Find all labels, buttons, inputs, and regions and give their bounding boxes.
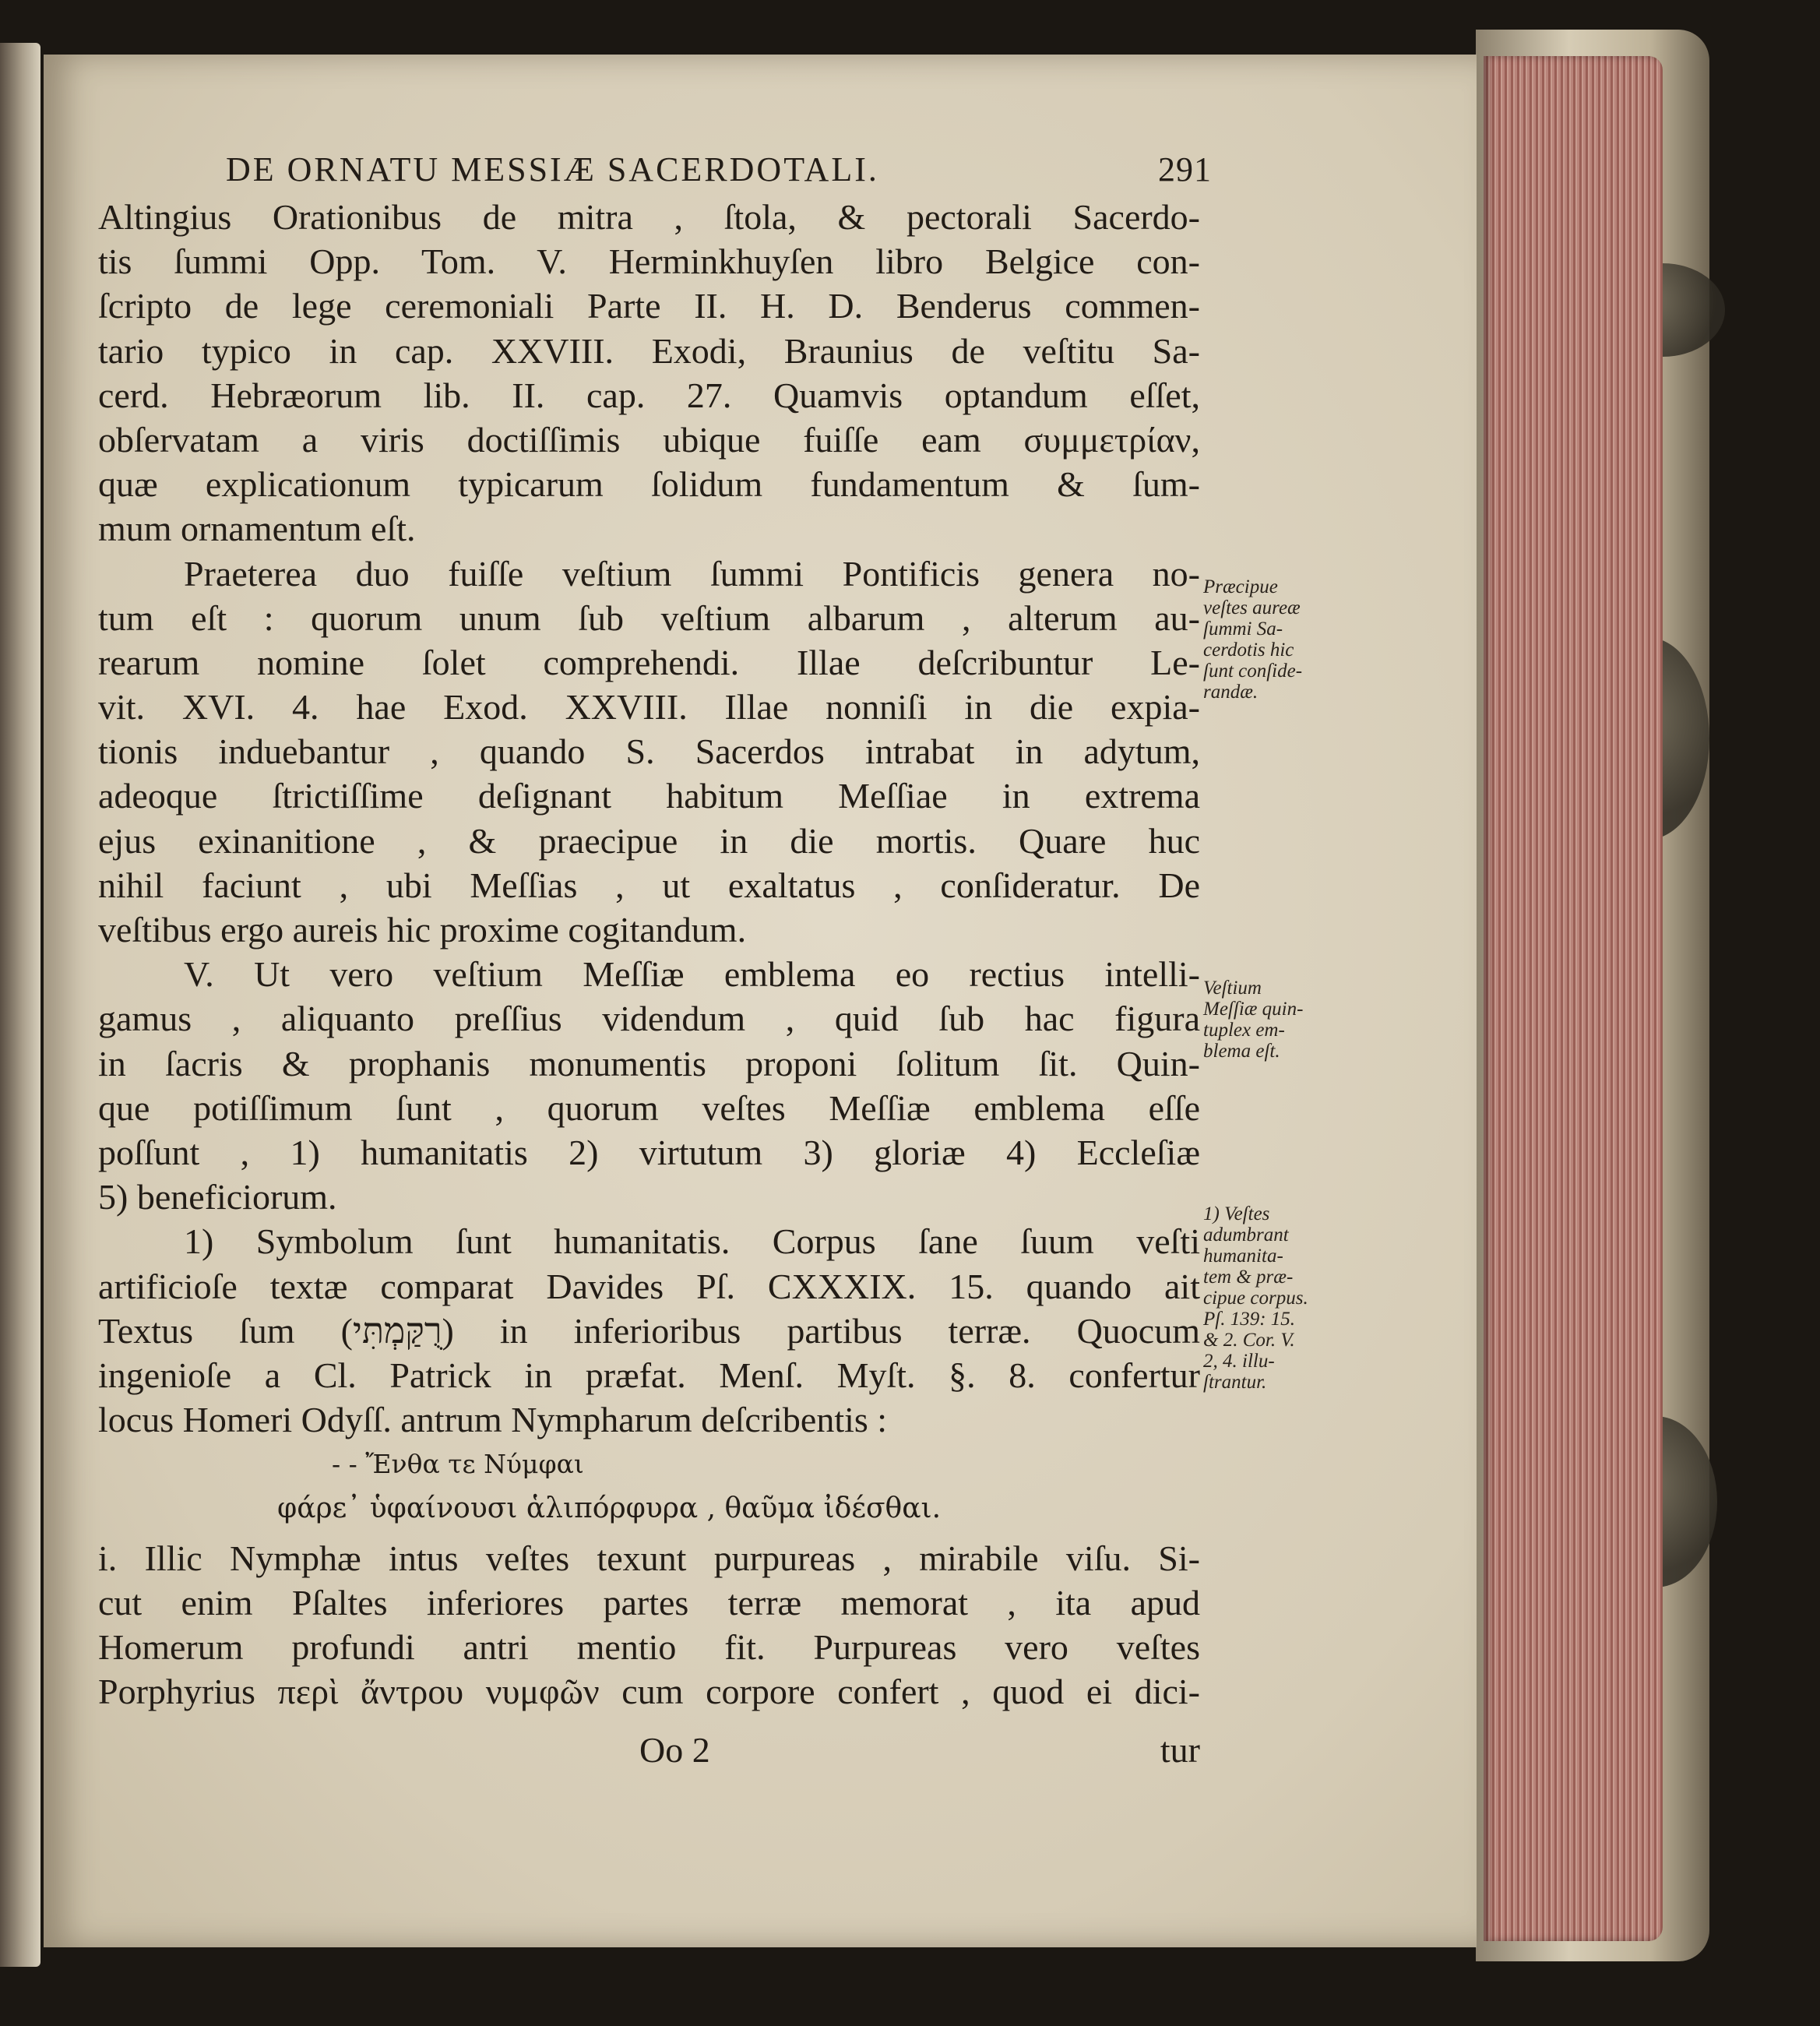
- text-line: cerd. Hebræorum lib. II. cap. 27. Quamvis optandum eſſet,: [98, 375, 1200, 415]
- margin-line: cipue corpus.: [1203, 1288, 1308, 1309]
- catchword: tur: [1160, 1730, 1200, 1770]
- text-line: ejus exinanitione , & praecipue in die mortis. Quare huc: [98, 820, 1200, 861]
- margin-line: ſunt conſide-: [1203, 661, 1303, 682]
- margin-line: Pſ. 139: 15.: [1203, 1309, 1296, 1330]
- text-line: quæ explicationum typicarum ſolidum fundamentum & ſum-: [98, 464, 1200, 505]
- margin-line: adumbrant: [1203, 1224, 1289, 1246]
- text-line: ingenioſe a Cl. Patrick in præfat. Menſ. Myſt. §. 8. confertur: [98, 1355, 1200, 1395]
- text-line: mum ornamentum eſt.: [98, 509, 416, 549]
- greek-verse-line: - - Ἔνθα τε Νύμφαι: [332, 1449, 584, 1480]
- text-line: gamus , aliquanto preſſius videndum , quid ſub hac figura: [98, 999, 1200, 1039]
- text-line: Altingius Orationibus de mitra , ſtola, & pectorali Sacerdo-: [98, 197, 1200, 237]
- signature-mark: Oo 2: [639, 1730, 710, 1770]
- marginal-note-1: [1203, 576, 1320, 703]
- margin-line: ſtrantur.: [1203, 1372, 1267, 1393]
- margin-line: 2, 4. illu-: [1203, 1351, 1275, 1372]
- text-line: poſſunt , 1) humanitatis 2) virtutum 3) gloriæ 4) Eccleſiæ: [98, 1132, 1200, 1172]
- text-line: tionis induebantur , quando S. Sacerdos intrabat in adytum,: [98, 731, 1200, 772]
- text-line: in ſacris & prophanis monumentis proponi ſolitum ſit. Quin-: [98, 1043, 1200, 1083]
- page-fore-edge: [1484, 56, 1663, 1941]
- text-line: tario typico in cap. XXVIII. Exodi, Braunius de veſtitu Sa-: [98, 330, 1200, 371]
- page-footer: [98, 1729, 1200, 1774]
- running-title: DE ORNATU MESSIÆ SACERDOTALI.: [226, 150, 879, 189]
- text-line: artificioſe textæ comparat Davides Pſ. CXXXIX. 15. quando ait: [98, 1266, 1200, 1306]
- margin-line: blema eſt.: [1203, 1041, 1280, 1062]
- margin-line: humanita-: [1203, 1246, 1283, 1267]
- text-line: i. Illic Nymphæ intus veſtes texunt purpureas , mirabile viſu. Si-: [98, 1538, 1200, 1578]
- margin-line: 1) Veſtes: [1203, 1203, 1270, 1224]
- text-line: locus Homeri Odyſſ. antrum Nympharum deſcribentis :: [98, 1400, 888, 1440]
- text-line: Homerum profundi antri mentio fit. Purpureas vero veſtes: [98, 1627, 1200, 1667]
- text-line: 1) Symbolum ſunt humanitatis. Corpus ſane ſuum veſti: [184, 1221, 1200, 1262]
- text-line: Porphyrius περὶ ἄντρου νυμφῶν cum corpore confert , quod ei dici-: [98, 1672, 1200, 1712]
- text-line: V. Ut vero veſtium Meſſiæ emblema eo rectius intelli-: [184, 954, 1200, 995]
- text-line: Praeterea duo fuiſſe veſtium ſummi Pontificis genera no-: [184, 553, 1200, 594]
- text-line: obſervatam a viris doctiſſimis ubique fuiſſe eam συμμετρίαν,: [98, 419, 1200, 460]
- margin-line: ſummi Sa-: [1203, 618, 1283, 640]
- margin-line: cerdotis hic: [1203, 640, 1294, 661]
- text-line: 5) beneficiorum.: [98, 1177, 337, 1217]
- text-line: adeoque ſtrictiſſime deſignant habitum Meſſiae in extrema: [98, 776, 1200, 816]
- text-line: ſcripto de lege ceremoniali Parte II. H. D. Benderus commen-: [98, 286, 1200, 326]
- body-text: [98, 195, 1200, 1714]
- margin-line: & 2. Cor. V.: [1203, 1330, 1295, 1351]
- text-line: tum eſt : quorum unum ſub veſtium albarum , alterum au-: [98, 597, 1200, 638]
- text-line: tis ſummi Opp. Tom. V. Herminkhuyſen libro Belgice con-: [98, 241, 1200, 282]
- marginal-note-2: [1203, 978, 1320, 1062]
- text-line: rearum nomine ſolet comprehendi. Illae deſcribuntur Le-: [98, 642, 1200, 682]
- text-line: Textus ſum (רֻקַּמְתִּי) in inferioribus partibus terræ. Quocum: [98, 1310, 1200, 1351]
- greek-verse-line: φάρε᾽ ὑφαίνουσι ἁλιπόρφυρα , θαῦμα ἰδέσθαι.: [277, 1492, 942, 1525]
- text-line: veſtibus ergo aureis hic proxime cogitandum.: [98, 910, 747, 950]
- margin-line: Meſſiæ quin-: [1203, 999, 1304, 1020]
- marginal-note-3: [1203, 1203, 1320, 1393]
- text-line: vit. XVI. 4. hae Exod. XXVIII. Illae nonniſi in die expia-: [98, 687, 1200, 728]
- text-line: cut enim Pſaltes inferiores partes terræ memorat , ita apud: [98, 1582, 1200, 1623]
- margin-line: tuplex em-: [1203, 1020, 1285, 1041]
- margin-line: randæ.: [1203, 682, 1259, 703]
- margin-line: tem & præ-: [1203, 1267, 1294, 1288]
- text-line: que potiſſimum ſunt , quorum veſtes Meſſiæ emblema eſſe: [98, 1087, 1200, 1128]
- text-line: nihil faciunt , ubi Meſſias , ut exaltatus , conſideratur. De: [98, 865, 1200, 905]
- page-number: 291: [1158, 150, 1212, 189]
- facing-page-edge: [0, 43, 40, 1967]
- margin-line: veſtes aureæ: [1203, 597, 1301, 618]
- margin-line: Veſtium: [1203, 978, 1262, 999]
- margin-line: Præcipue: [1203, 576, 1278, 597]
